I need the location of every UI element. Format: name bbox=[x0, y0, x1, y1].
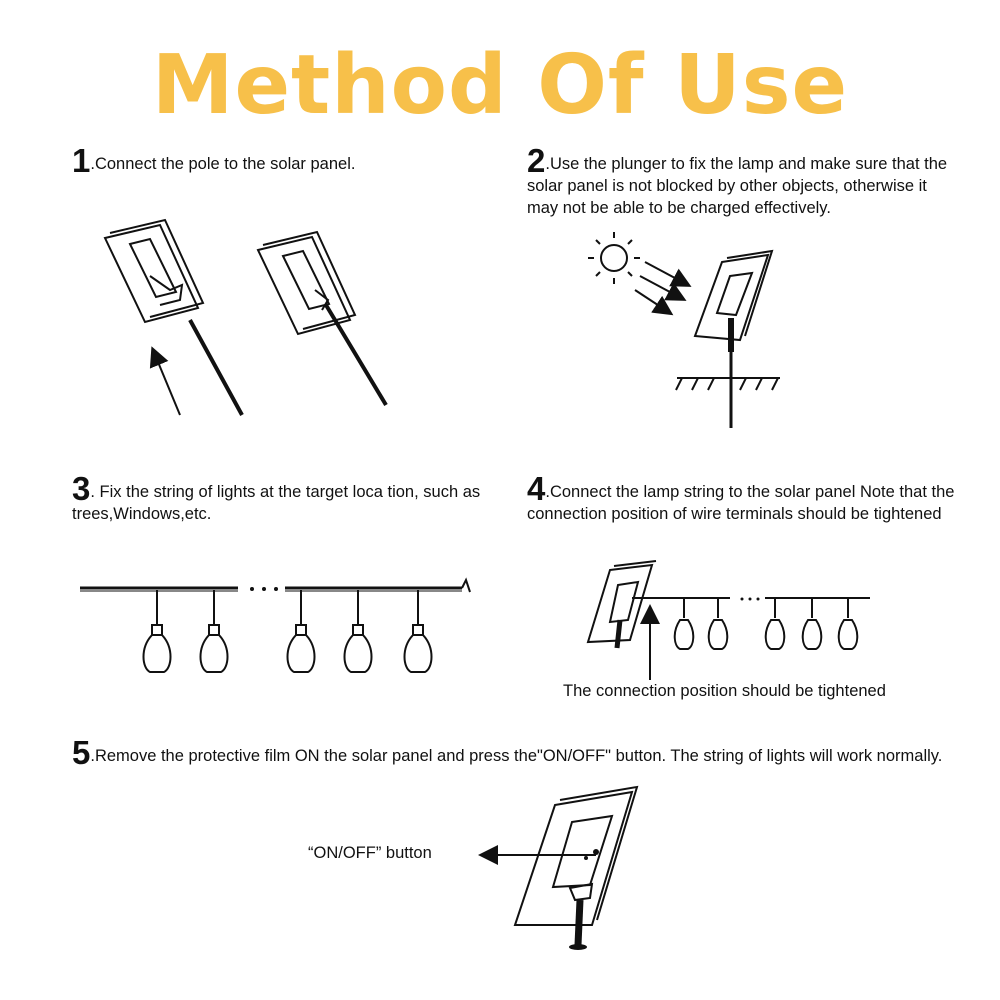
step4-connection-illustration bbox=[588, 561, 870, 680]
bracket-icon bbox=[570, 884, 592, 900]
ellipsis-icon bbox=[250, 587, 278, 591]
solar-panel-icon bbox=[258, 232, 355, 334]
solar-panel-icon bbox=[588, 561, 656, 642]
ellipsis-icon bbox=[741, 598, 760, 601]
bulb-icon bbox=[201, 590, 228, 672]
step1-assembled-illustration bbox=[258, 232, 386, 405]
step-text: .Remove the protective film ON the solar panel and press the"ON/OFF" button. The string of lights will work normally. bbox=[90, 747, 943, 765]
stake-icon bbox=[190, 320, 242, 415]
step-text: .Use the plunger to fix the lamp and make sure that the solar panel is not blocked by other objects, otherwise it may not be able to be charged effectively. bbox=[527, 155, 948, 217]
step-number: 5 bbox=[72, 734, 91, 771]
pole-icon bbox=[617, 620, 620, 648]
step-number: 1 bbox=[72, 142, 91, 179]
bulb-icon bbox=[709, 599, 728, 649]
bulb-icon bbox=[675, 599, 694, 649]
step2-illustration bbox=[588, 232, 780, 428]
bulb-icon bbox=[803, 599, 822, 649]
hook-icon bbox=[462, 580, 470, 592]
step3-string-lights-illustration bbox=[80, 580, 470, 672]
arrow-up-icon bbox=[153, 350, 180, 415]
step-number: 2 bbox=[527, 142, 546, 179]
pole-icon bbox=[578, 900, 580, 945]
step-text: . Fix the string of lights at the target loca tion, such as trees,Windows,etc. bbox=[72, 483, 481, 523]
sun-icon bbox=[588, 232, 640, 284]
step1-solar-panel-illustration bbox=[105, 220, 242, 415]
step5-onoff-illustration bbox=[482, 787, 637, 950]
step-text: .Connect the pole to the solar panel. bbox=[90, 155, 356, 173]
step-text: .Connect the lamp string to the solar panel Note that the connection position of wire terminals should be tightened bbox=[527, 483, 955, 523]
bulb-icon bbox=[345, 590, 372, 672]
bulb-icon bbox=[405, 590, 432, 672]
step-number: 3 bbox=[72, 470, 91, 507]
bulb-icon bbox=[144, 590, 171, 672]
solar-panel-icon bbox=[105, 220, 203, 322]
connection-annotation: The connection position should be tightened bbox=[563, 682, 886, 700]
onoff-annotation: “ON/OFF” button bbox=[308, 844, 432, 862]
step-number: 4 bbox=[527, 470, 546, 507]
indicator-icon bbox=[584, 856, 588, 860]
stake-icon bbox=[326, 305, 386, 405]
page-title: Method Of Use bbox=[151, 38, 849, 133]
bulb-icon bbox=[288, 590, 315, 672]
bulb-icon bbox=[766, 599, 785, 649]
sunlight-rays-icon bbox=[635, 262, 688, 313]
bulb-icon bbox=[839, 599, 858, 649]
ground-icon bbox=[676, 378, 780, 390]
